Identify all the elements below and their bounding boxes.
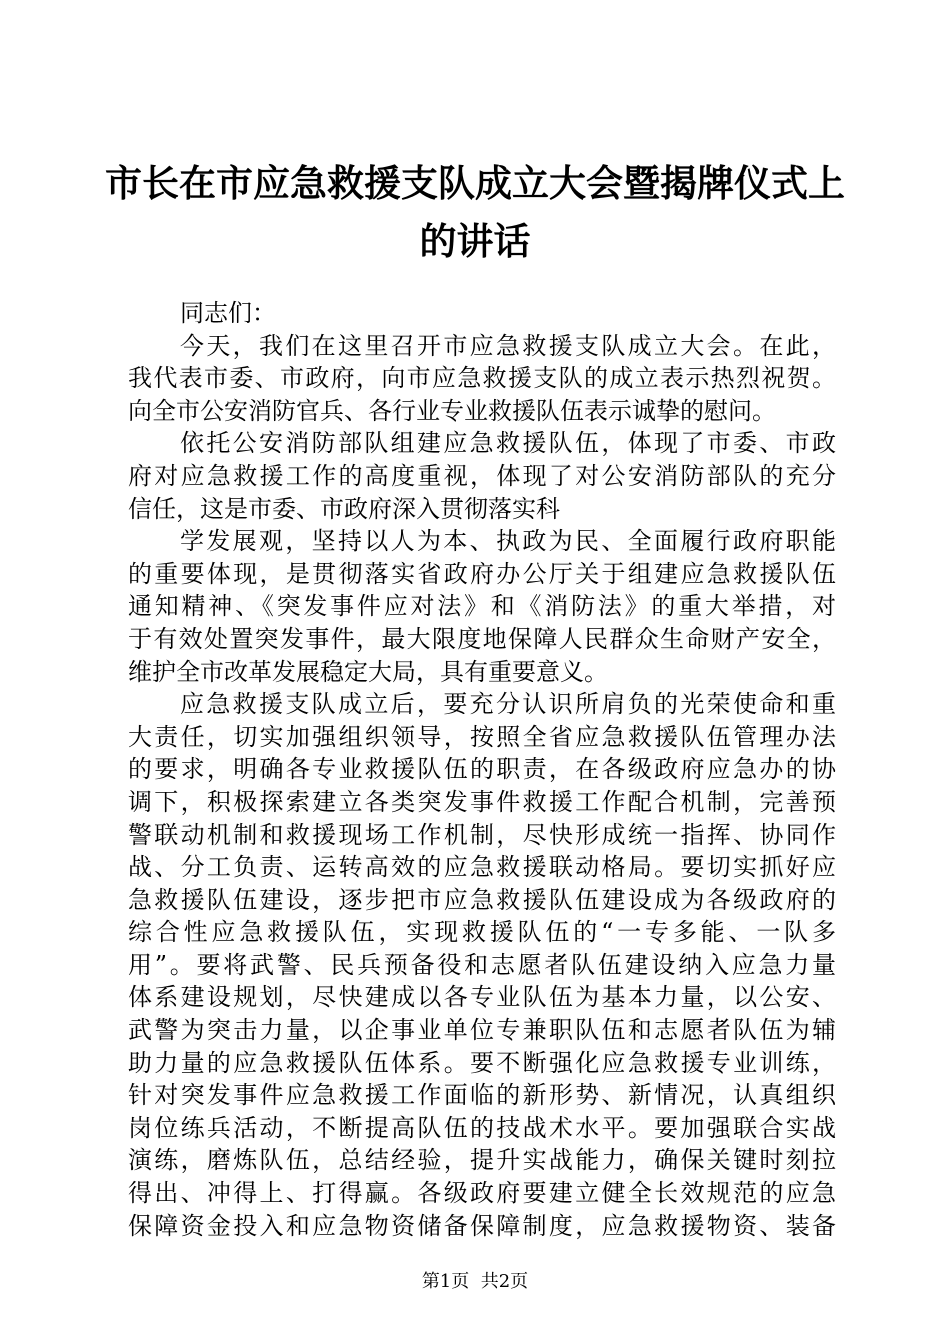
page-number: 第1页 共2页 xyxy=(421,1271,529,1292)
body-line: 综合性应急救援队伍，实现救援队伍的“一专多能、一队多 xyxy=(128,918,836,947)
body-line: 急救援队伍建设，逐步把市应急救援队伍建设成为各级政府的 xyxy=(128,885,836,914)
body-line: 助力量的应急救援队伍体系。要不断强化应急救援专业训练， xyxy=(128,1048,836,1077)
body-line: 的要求，明确各专业救援队伍的职责，在各级政府应急办的协 xyxy=(128,755,836,784)
body-line: 武警为突击力量，以企事业单位专兼职队伍和志愿者队伍为辅 xyxy=(128,1016,836,1045)
body-line: 大责任，切实加强组织领导，按照全省应急救援队伍管理办法 xyxy=(128,722,836,751)
body-line: 调下，积极探索建立各类突发事件救援工作配合机制，完善预 xyxy=(128,787,836,816)
body-line: 应急救援支队成立后，要充分认识所肩负的光荣使命和重 xyxy=(180,690,836,719)
document-title-line-2: 的讲话 xyxy=(419,220,531,263)
salutation: 同志们： xyxy=(180,299,276,327)
body-line: 得出、冲得上、打得赢。各级政府要建立健全长效规范的应急 xyxy=(128,1179,836,1208)
body-line: 用”。要将武警、民兵预备役和志愿者队伍建设纳入应急力量 xyxy=(128,950,836,979)
document-title-line-1: 市长在市应急救援支队成立大会暨揭牌仪式上 xyxy=(105,162,845,205)
body-line: 学发展观，坚持以人为本、执政为民、全面履行政府职能 xyxy=(180,527,836,556)
body-line: 依托公安消防部队组建应急救援队伍，体现了市委、市政 xyxy=(180,429,836,458)
body-line: 岗位练兵活动，不断提高队伍的技战术水平。要加强联合实战 xyxy=(128,1113,836,1142)
page-footer xyxy=(0,1271,950,1293)
document-body xyxy=(128,297,836,1242)
body-line: 于有效处置突发事件，最大限度地保障人民群众生命财产安全， xyxy=(128,624,836,653)
body-line: 维护全市改革发展稳定大局，具有重要意义。 xyxy=(128,657,608,686)
body-line: 府对应急救援工作的高度重视，体现了对公安消防部队的充分 xyxy=(128,461,836,490)
body-line: 的重要体现，是贯彻落实省政府办公厅关于组建应急救援队伍 xyxy=(128,559,836,588)
body-line: 针对突发事件应急救援工作面临的新形势、新情况，认真组织 xyxy=(128,1081,836,1110)
body-line: 保障资金投入和应急物资储备保障制度，应急救援物资、装备 xyxy=(128,1211,836,1240)
body-line: 向全市公安消防官兵、各行业专业救援队伍表示诚挚的慰问。 xyxy=(128,396,776,425)
body-line: 警联动机制和救援现场工作机制，尽快形成统一指挥、协同作 xyxy=(128,820,836,849)
body-line: 战、分工负责、运转高效的应急救援联动格局。要切实抓好应 xyxy=(128,853,836,882)
body-line: 我代表市委、市政府，向市应急救援支队的成立表示热烈祝贺。 xyxy=(128,364,836,393)
body-line: 体系建设规划，尽快建成以各专业队伍为基本力量，以公安、 xyxy=(128,983,836,1012)
body-line: 信任，这是市委、市政府深入贯彻落实科 xyxy=(128,494,560,523)
body-line: 通知精神、《突发事件应对法》和《消防法》的重大举措，对 xyxy=(128,592,836,621)
body-line: 演练，磨炼队伍，总结经验，提升实战能力，确保关键时刻拉 xyxy=(128,1146,836,1175)
body-line: 今天，我们在这里召开市应急救援支队成立大会。在此， xyxy=(180,331,836,360)
